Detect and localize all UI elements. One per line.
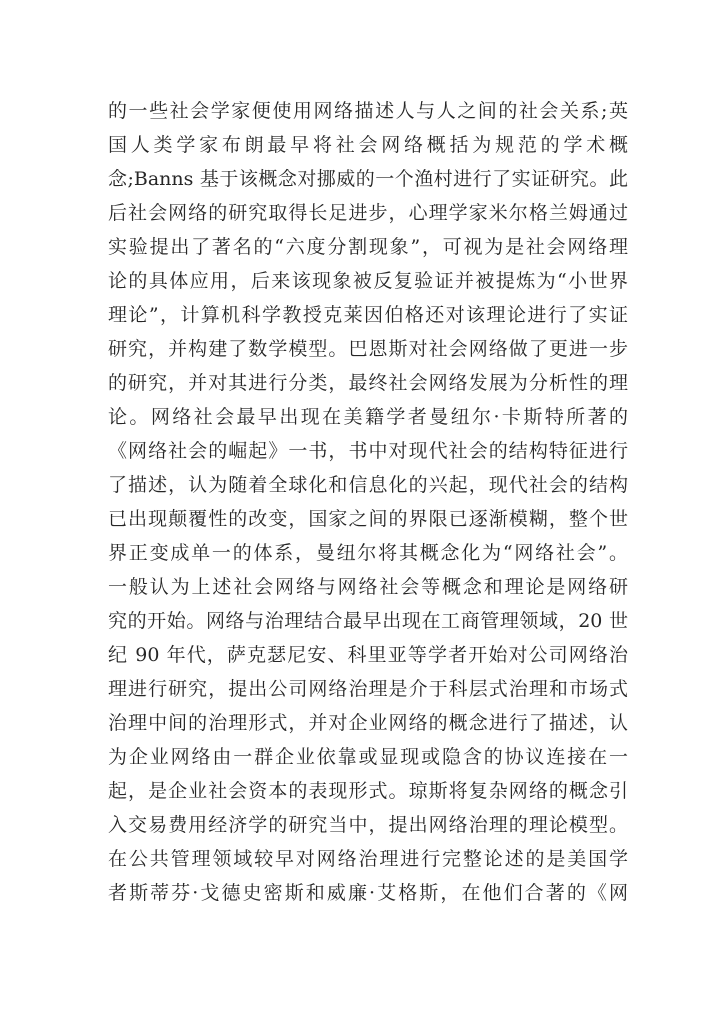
text-line: 理论”，计算机科学教授克莱因伯格还对该理论进行了实证: [108, 304, 628, 326]
text-line: 起，是企业社会资本的表现形式。琼斯将复杂网络的概念引: [108, 780, 628, 802]
text-line: 国人类学家布朗最早将社会网络概括为规范的学术概: [108, 134, 628, 156]
text-line: 后社会网络的研究取得长足进步，心理学家米尔格兰姆通过: [108, 202, 628, 224]
text-line: 一般认为上述社会网络与网络社会等概念和理论是网络研: [108, 576, 628, 598]
text-line: 者斯蒂芬·戈德史密斯和威廉·艾格斯，在他们合著的《网: [108, 882, 628, 904]
text-line: 的一些社会学家便使用网络描述人与人之间的社会关系;英: [108, 100, 628, 122]
text-line: 念;Banns 基于该概念对挪威的一个渔村进行了实证研究。此: [108, 168, 628, 190]
body-text: [108, 94, 628, 910]
text-line: 界正变成单一的体系，曼纽尔将其概念化为“网络社会”。: [108, 542, 628, 564]
text-line: 究的开始。网络与治理结合最早出现在工商管理领域，20 世: [108, 610, 628, 632]
text-line: 论。网络社会最早出现在美籍学者曼纽尔·卡斯特所著的: [108, 406, 628, 428]
text-line: 了描述，认为随着全球化和信息化的兴起，现代社会的结构: [108, 474, 628, 496]
text-line: 为企业网络由一群企业依靠或显现或隐含的协议连接在一: [108, 746, 628, 768]
text-line: 实验提出了著名的“六度分割现象”，可视为是社会网络理: [108, 236, 628, 258]
text-line: 治理中间的治理形式，并对企业网络的概念进行了描述，认: [108, 712, 628, 734]
text-line: 已出现颠覆性的改变，国家之间的界限已逐渐模糊，整个世: [108, 508, 628, 530]
text-line: 研究，并构建了数学模型。巴恩斯对社会网络做了更进一步: [108, 338, 628, 360]
text-line: 入交易费用经济学的研究当中，提出网络治理的理论模型。: [108, 814, 628, 836]
text-line: 纪 90 年代，萨克瑟尼安、科里亚等学者开始对公司网络治: [108, 644, 628, 666]
text-line: 的研究，并对其进行分类，最终社会网络发展为分析性的理: [108, 372, 628, 394]
text-line: 论的具体应用，后来该现象被反复验证并被提炼为“小世界: [108, 270, 628, 292]
text-line: 在公共管理领域较早对网络治理进行完整论述的是美国学: [108, 848, 628, 870]
text-line: 理进行研究，提出公司网络治理是介于科层式治理和市场式: [108, 678, 628, 700]
text-line: 《网络社会的崛起》一书，书中对现代社会的结构特征进行: [108, 440, 628, 462]
